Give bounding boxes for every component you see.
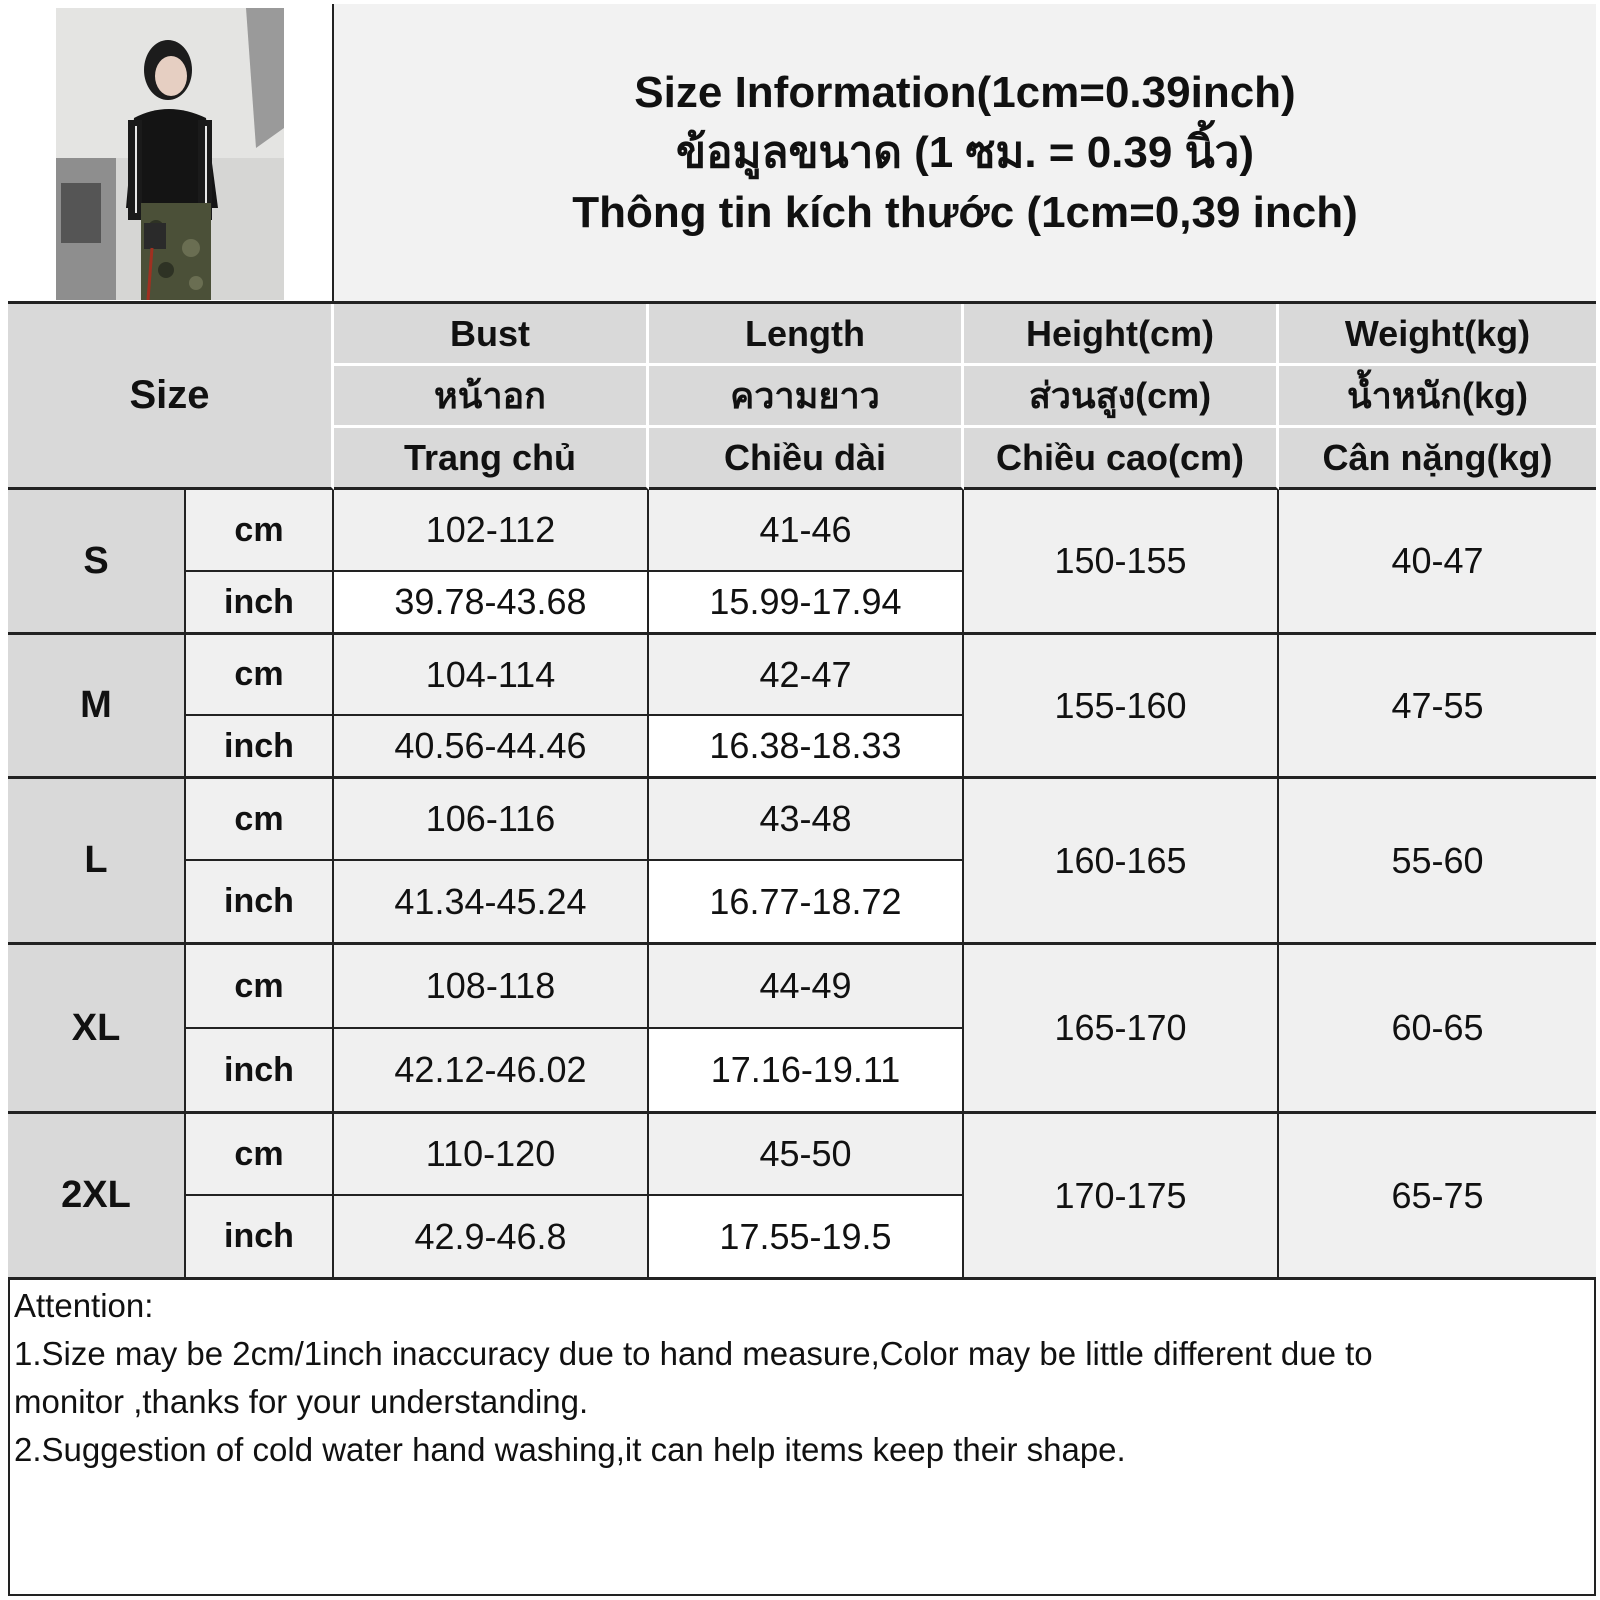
size-label-m: M [8, 635, 186, 779]
title-block [334, 4, 1596, 304]
model-illustration [56, 8, 284, 300]
weight-header-en: Weight(kg) [1279, 304, 1596, 366]
bust-header-th: หน้าอก [334, 366, 649, 428]
length-inch-s: 15.99-17.94 [649, 572, 964, 635]
length-inch-m: 16.38-18.33 [649, 716, 964, 779]
length-cm-m: 42-47 [649, 635, 964, 716]
size-label-l: L [8, 779, 186, 945]
length-cm-2xl: 45-50 [649, 1114, 964, 1196]
weight-xl: 60-65 [1279, 945, 1596, 1114]
length-inch-xl: 17.16-19.11 [649, 1029, 964, 1114]
bust-inch-2xl: 42.9-46.8 [334, 1196, 649, 1280]
weight-m: 47-55 [1279, 635, 1596, 779]
unit-cm-m: cm [186, 635, 334, 716]
length-inch-2xl: 17.55-19.5 [649, 1196, 964, 1280]
unit-cm-l: cm [186, 779, 334, 861]
title-thai: ข้อมูลขนาด (1 ซม. = 0.39 นิ้ว) [675, 127, 1254, 177]
height-xl: 165-170 [964, 945, 1279, 1114]
length-header-vi: Chiều dài [649, 428, 964, 490]
notes-heading: Attention: [14, 1287, 154, 1324]
length-header-en: Length [649, 304, 964, 366]
size-label-s: S [8, 490, 186, 635]
bust-header-en: Bust [334, 304, 649, 366]
length-cm-xl: 44-49 [649, 945, 964, 1029]
note-1-line-1: 1.Size may be 2cm/1inch inaccuracy due to hand measure,Color may be little different due to [14, 1335, 1373, 1372]
size-label-xl: XL [8, 945, 186, 1114]
photo-cell [8, 4, 334, 304]
bust-inch-xl: 42.12-46.02 [334, 1029, 649, 1114]
height-header-th: ส่วนสูง(cm) [964, 366, 1279, 428]
weight-s: 40-47 [1279, 490, 1596, 635]
weight-header-vi: Cân nặng(kg) [1279, 428, 1596, 490]
unit-inch-l: inch [186, 861, 334, 945]
product-photo [56, 8, 284, 300]
weight-2xl: 65-75 [1279, 1114, 1596, 1280]
length-cm-l: 43-48 [649, 779, 964, 861]
bust-cm-l: 106-116 [334, 779, 649, 861]
unit-inch-m: inch [186, 716, 334, 779]
unit-cm-2xl: cm [186, 1114, 334, 1196]
height-m: 155-160 [964, 635, 1279, 779]
attention-notes [14, 1282, 1584, 1474]
title-vietnamese: Thông tin kích thước (1cm=0,39 inch) [572, 187, 1358, 237]
bust-header-vi: Trang chủ [334, 428, 649, 490]
length-header-th: ความยาว [649, 366, 964, 428]
bust-inch-s: 39.78-43.68 [334, 572, 649, 635]
unit-cm-xl: cm [186, 945, 334, 1029]
bust-cm-2xl: 110-120 [334, 1114, 649, 1196]
weight-l: 55-60 [1279, 779, 1596, 945]
bust-inch-m: 40.56-44.46 [334, 716, 649, 779]
height-s: 150-155 [964, 490, 1279, 635]
weight-header-th: น้ำหนัก(kg) [1279, 366, 1596, 428]
note-2: 2.Suggestion of cold water hand washing,it can help items keep their shape. [14, 1431, 1126, 1468]
height-2xl: 170-175 [964, 1114, 1279, 1280]
bust-cm-xl: 108-118 [334, 945, 649, 1029]
unit-cm-s: cm [186, 490, 334, 572]
length-cm-s: 41-46 [649, 490, 964, 572]
title-english: Size Information(1cm=0.39inch) [634, 67, 1296, 117]
length-inch-l: 16.77-18.72 [649, 861, 964, 945]
height-l: 160-165 [964, 779, 1279, 945]
bust-inch-l: 41.34-45.24 [334, 861, 649, 945]
note-1-line-2: monitor ,thanks for your understanding. [14, 1383, 589, 1420]
unit-inch-2xl: inch [186, 1196, 334, 1280]
unit-inch-xl: inch [186, 1029, 334, 1114]
bust-cm-m: 104-114 [334, 635, 649, 716]
unit-inch-s: inch [186, 572, 334, 635]
bust-cm-s: 102-112 [334, 490, 649, 572]
size-column-header: Size [8, 304, 334, 490]
height-header-en: Height(cm) [964, 304, 1279, 366]
height-header-vi: Chiều cao(cm) [964, 428, 1279, 490]
size-label-2xl: 2XL [8, 1114, 186, 1280]
